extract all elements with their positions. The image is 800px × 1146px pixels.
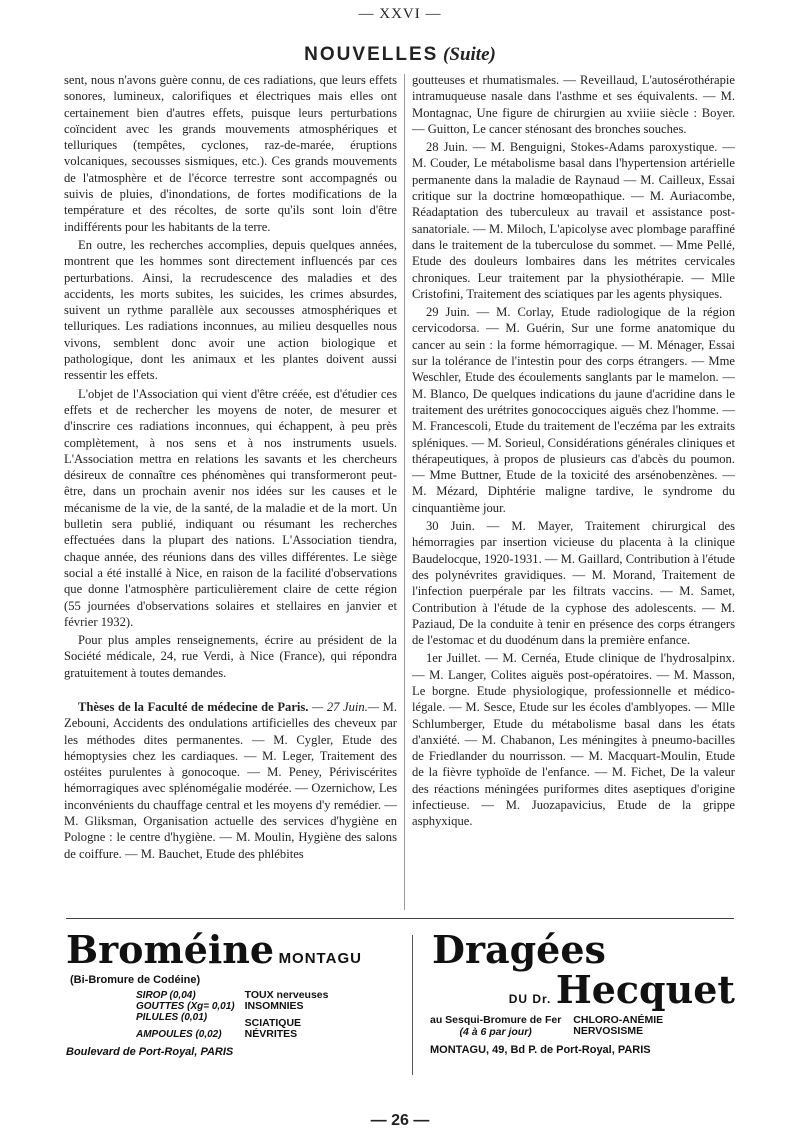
bromeine-brand: Broméine <box>66 927 275 972</box>
dragees-compound-block <box>430 1014 561 1038</box>
right-paragraph-4: 30 Juin. — M. Mayer, Traitement chirurgical des hémorragies par insertion vicieuse du placenta à la clinique Baudelocque, 1920-1931. — M. Gaillard, Contribution à l'étude des polynévrites gravidiques. — M. Morand, Traitement de l'infection puerpérale par les filtrats vaccins. — M. Samet, Contribution à l'étude de la cyphose des adolescents. — M. Paziaud, De la conduite à tenir en présence des corps étrangers de l'estomac et du duodénum dans la première enfance. <box>412 519 735 648</box>
right-paragraph-1: goutteuses et rhumatismales. — Reveillaud, L'autosérothérapie intramuqueuse nasale dans l'asthme et ses équivalents. — M. Montagnac, Une figure de chirurgien au xviiie siècle : Boyer. — Guitton, Le cancer sténosant des bronches souches. <box>412 73 735 136</box>
dragees-du-dr: DU Dr. <box>508 992 552 1006</box>
dose-item: GOUTTES (Xg= 0,01) <box>136 1001 235 1012</box>
dragees-dose: (4 à 6 par jour) <box>459 1026 532 1038</box>
right-paragraph-3: 29 Juin. — M. Corlay, Etude radiologique de la région cervicodorsa. — M. Guérin, Sur une forme anatomique du cancer au sein : la forme hémorragique. — M. Ménager, Essai sur la tolérance de l'intestin pour des corps étrangers. — Mme Weschler, Etude des écoulements sanglants par le mamelon. — M. Blanco, De quelques indications du jaune d'acridine dans le traitement des urétrites gonococciques aiguës chez l'homme. — M. Francescoli, Etude du traitement de l'eczéma par les extraits spléniques. — M. Sorieul, Considérations générales cliniques et thérapeutiques, à propos de plusieurs cas d'abcès du poumon. — Mme Buttner, Etude de la toxicité des arsénobenzènes. — M. Mézard, Diphtérie maligne tardive, le syndrome du cinquantième jour. <box>412 305 735 515</box>
page-number: — 26 — <box>370 1112 430 1129</box>
dragees-compound: au Sesqui-Bromure de Fer <box>430 1014 562 1026</box>
bromeine-indications <box>245 990 329 1040</box>
dragees-hecquet-advertisement <box>430 927 735 1080</box>
right-column <box>412 72 735 832</box>
indication-item: CHLORO-ANÉMIE <box>573 1014 664 1026</box>
dragees-brand: Dragées <box>432 927 606 972</box>
dragees-address: MONTAGU, 49, Bd P. de Port-Royal, PARIS <box>430 1044 651 1056</box>
title-sub: (Suite) <box>443 44 496 65</box>
page-roman-numeral: — XXVI — <box>358 6 442 22</box>
bromeine-address: Boulevard de Port-Royal, PARIS <box>66 1046 234 1058</box>
bromeine-subtitle: (Bi-Bromure de Codéine) <box>70 974 201 986</box>
dragees-name: Hecquet <box>555 967 735 1012</box>
dose-item: SIROP (0,04) <box>136 990 196 1001</box>
indication-item: TOUX nerveuses <box>244 989 329 1001</box>
left-paragraph-4: Pour plus amples renseignements, écrire au président de la Société médicale, 24, rue Verdi, à Nice (France), qui répondra gratuitement à toutes demandes. <box>64 633 397 680</box>
title-main: NOUVELLES <box>304 44 439 65</box>
left-paragraph-1: sent, nous n'avons guère connu, de ces radiations, que leurs effets sonores, lumineux, calorifiques et électriques mais elles ont certainement bien d'autres effets, puisque leurs perturbations coïncident avec les grands mouvements atmosphériques et telluriques (tempêtes, cyclones, raz-de-marée, éruptions volcaniques, secousses sismiques, etc.). Ces grands mouvements de l'atmosphère et de l'écorce terrestre sont accompagnés ou suivis de pluies, d'inondations, de fortes modifications de la température et des récoltes, de sorte qu'ils sont loin d'être indifférents pour les habitants de la terre. <box>64 73 397 234</box>
bromeine-advertisement <box>66 927 396 1080</box>
theses-date: — 27 Juin.— <box>308 699 380 714</box>
right-paragraph-5: 1er Juillet. — M. Cernéa, Etude clinique de l'hydrosalpinx. — M. Langer, Colites aiguës post-opératoires. — M. Masson, Le borgne. Etude physiologique, professionnelle et médico-légale. — M. Sesce, Etude sur les écoles d'amblyopes. — Mlle Schlumberger, Etude du métabolisme basal dans les états d'anxiété. — M. Chabanon, Les méningites à pneumo-bacilles de Friedlander du nourrisson. — M. Macquart-Moulin, Etude de la fièvre typhoïde de l'enfance. — M. Fichet, De la valeur des réactions méningées puriformes dites aseptiques d'origine infectieuse. — M. Juozapavicius, Etude de la grippe asphyxique. <box>412 651 735 829</box>
dose-item: PILULES (0,01) <box>136 1012 208 1023</box>
right-paragraph-2: 28 Juin. — M. Benguigni, Stokes-Adams paroxystique. — M. Couder, Le métabolisme basal dans l'hypertension artérielle permanente dans la maladie de Raynaud — M. Cailleux, Essai critique sur la doctrine homœopathique. — M. Auriacombe, Réadaptation des tuberculeux au travail et assistance post-sanatoriale. — M. Miloch, L'apicolyse avec plombage paraffiné dans le traitement de la tuberculose du sommet. — Mme Pellé, Etude des douleurs lombaires dans les métrites cervicales chroniques. Leur traitement par la physiothérapie. — Mlle Cristofini, Traitement des sciatiques par les agents physiques. <box>412 140 735 301</box>
left-column <box>64 72 397 864</box>
page-title <box>0 44 800 66</box>
left-paragraph-2: En outre, les recherches accomplies, depuis quelques années, montrent que les hommes sont directement influencés par ces perturbations. Ainsi, la recrudescence des maladies et des accidents, les morts subites, les suicides, les crimes absurdes, suivent un rythme parallèle aux secousses atmosphériques et telluriques. Les radiations inconnues, au milieu desquelles nous vivons, semblent donc avoir une action biologique et pathologique, dont les animaux et les plantes doivent aussi ressentir les effets. <box>64 237 397 383</box>
ads-divider <box>412 935 413 1075</box>
ads-top-rule <box>66 918 734 919</box>
bromeine-doses <box>136 990 235 1040</box>
column-divider <box>404 74 405 910</box>
theses-body: M. Zebouni, Accidents des ondulations artificielles des cheveux par les méthodes dites permanentes. — M. Cygler, Etude des hémoptysies chez les cardiaques. — M. Leger, Traitement des ostéites purulentes à gonocoque. — M. Peney, Périviscérites hémorragiques avec splénomégalie modérée. — Ozernichow, Les inconvénients du chauffage central et les moyens d'y remédier. — M. Gliksman, Organisation actuelle des services d'hygiène en Pologne : le centre d'hygiène. — M. Moulin, Hygiène des salons de coiffure. — M. Bauchet, Etude des phlébites <box>64 699 398 861</box>
theses-heading: Thèses de la Faculté de médecine de Paris. <box>78 699 309 714</box>
dose-item: AMPOULES (0,02) <box>136 1029 222 1040</box>
indication-item: NERVOSISME <box>573 1025 644 1037</box>
indication-item: NÉVRITES <box>244 1028 298 1040</box>
left-paragraph-3: L'objet de l'Association qui vient d'être créée, est d'étudier ces effets et de rechercher les moyens de noter, de mesurer et d'inscrire ces radiations inconnues, qui échappent, à peu près complètement, à nos sens et à nos instruments usuels. L'Association mettra en relations les savants et les chercheurs désireux de connaître ces phénomènes qui transformeront peut-être, dans un prochain avenir nos idées sur les causes et le mécanisme de la vie, de la santé, de la maladie et de la mort. Un bulletin sera publié, indiquant ou résumant les recherches effectuées dans la plupart des nations. L'Association tiendra, chaque année, des réunions dans des villes différentes. Le siège social a été installé à Nice, en raison de la facilité d'observations que donne l'atmosphère particulièrement claire de cette région (55 journées d'observations solaires et stellaires en janvier et février 1932). <box>64 386 397 629</box>
indication-item: SCIATIQUE <box>244 1017 302 1029</box>
bromeine-maker: MONTAGU <box>278 950 362 967</box>
dragees-indications <box>573 1015 663 1037</box>
indication-item: INSOMNIES <box>244 1000 304 1012</box>
theses-paragraph <box>64 699 397 862</box>
